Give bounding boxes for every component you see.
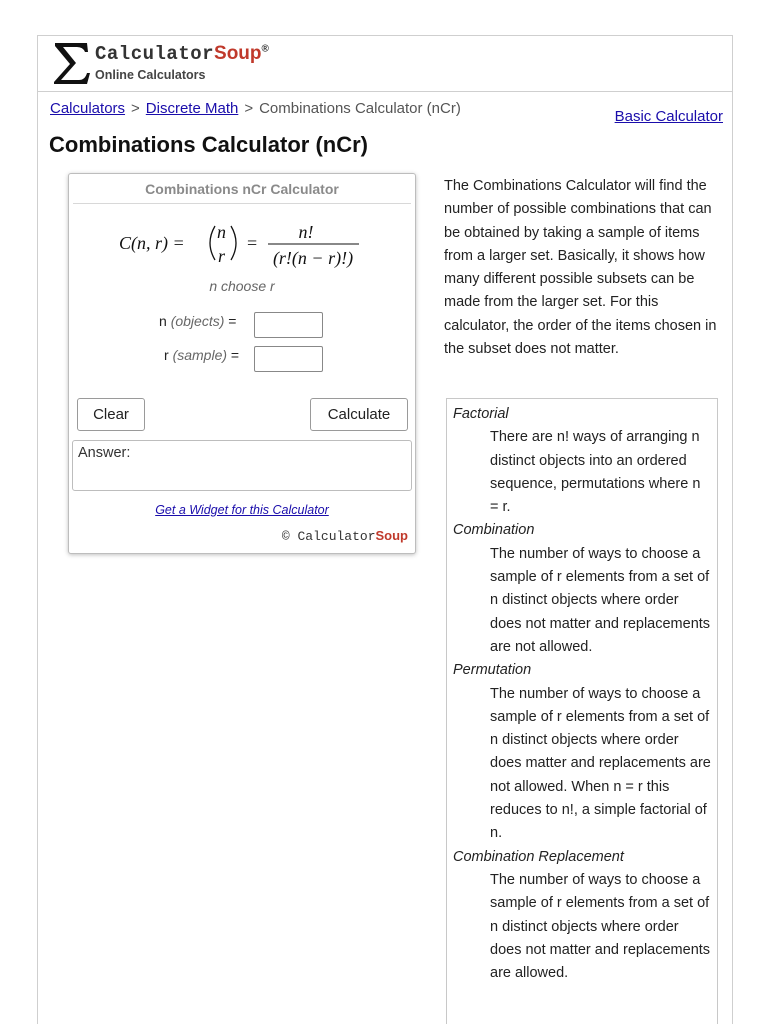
- brand-main-text: Calculator: [95, 43, 215, 65]
- get-widget-link[interactable]: Get a Widget for this Calculator: [155, 503, 329, 517]
- definition-description: There are n! ways of arranging n distinct objects into an ordered sequence, permutations where n = r.: [490, 429, 701, 516]
- definition-term: Combination: [453, 522, 535, 539]
- site-header: [38, 36, 732, 92]
- definition-permutation: [453, 659, 711, 845]
- breadcrumb-separator: >: [244, 100, 254, 117]
- binom-bottom: r: [218, 246, 226, 266]
- combination-formula: [119, 216, 369, 270]
- n-choose-r-caption: n choose r: [209, 278, 275, 294]
- brand-tagline: Online Calculators: [95, 68, 206, 82]
- breadcrumb-separator: >: [131, 100, 140, 117]
- breadcrumb-current: Combinations Calculator (nCr): [259, 100, 461, 117]
- divider: [73, 203, 411, 204]
- definition-combination-replacement: [453, 846, 711, 986]
- definition-factorial: [453, 403, 711, 519]
- copyright-notice: © CalculatorSoup: [281, 528, 408, 544]
- n-field-label: n (objects) =: [159, 313, 237, 329]
- formula-numerator: n!: [298, 222, 314, 242]
- formula-lhs: C(n, r) =: [119, 233, 185, 253]
- answer-output: [72, 440, 412, 491]
- calculator-heading: Combinations nCr Calculator: [145, 181, 339, 197]
- registered-mark: ®: [261, 43, 270, 55]
- basic-calculator-link[interactable]: Basic Calculator: [614, 108, 723, 125]
- breadcrumb-link-discrete-math[interactable]: Discrete Math: [145, 100, 239, 117]
- definition-description: The number of ways to choose a sample of r elements from a set of n distinct objects where order does not matter and replacements are not allowed.: [490, 545, 711, 655]
- calculator-widget: [68, 173, 416, 554]
- r-field-label: r (sample) =: [164, 347, 240, 363]
- page-title: Combinations Calculator (nCr): [49, 132, 369, 157]
- definition-combination: [453, 519, 711, 659]
- right-paren: [231, 226, 236, 260]
- answer-label: Answer:: [78, 445, 131, 461]
- page-frame: [37, 35, 733, 1024]
- formula-denominator: (r!(n − r)!): [272, 248, 354, 268]
- brand-accent-text: Soup: [214, 43, 262, 64]
- breadcrumb-link-calculators[interactable]: Calculators: [50, 100, 126, 117]
- n-objects-input[interactable]: [254, 312, 323, 338]
- definition-description: The number of ways to choose a sample of r elements from a set of n distinct objects where order does not matter and replacements are allowed.: [490, 871, 711, 982]
- breadcrumb: [50, 100, 461, 117]
- left-paren: [210, 226, 215, 260]
- brand-wordmark[interactable]: [95, 43, 269, 65]
- definition-term: Combination Replacement: [453, 848, 624, 865]
- intro-paragraph: The Combinations Calculator will find the number of possible combinations that can be obtained by taking a sample of items from a larger set. Basically, it shows how many different possible subsets can be made from the larger set. For this calculator, the order of the items chosen in the subset does not matter.: [444, 178, 717, 358]
- r-sample-input[interactable]: [254, 346, 323, 372]
- widget-link-wrap: [69, 503, 415, 517]
- sigma-logo-icon[interactable]: [52, 40, 92, 86]
- definition-description: The number of ways to choose a sample of r elements from a set of n distinct objects where order does matter and replacements are not allowed. When n = r this reduces to n!, a simple factorial of n.: [490, 685, 711, 842]
- definition-term: Permutation: [453, 662, 532, 679]
- definition-term: Factorial: [453, 406, 509, 422]
- clear-button[interactable]: Clear: [77, 398, 145, 431]
- definitions-box: [446, 398, 718, 1024]
- binom-top: n: [217, 222, 226, 242]
- formula-equals: =: [247, 233, 258, 253]
- calculate-button[interactable]: Calculate: [310, 398, 408, 431]
